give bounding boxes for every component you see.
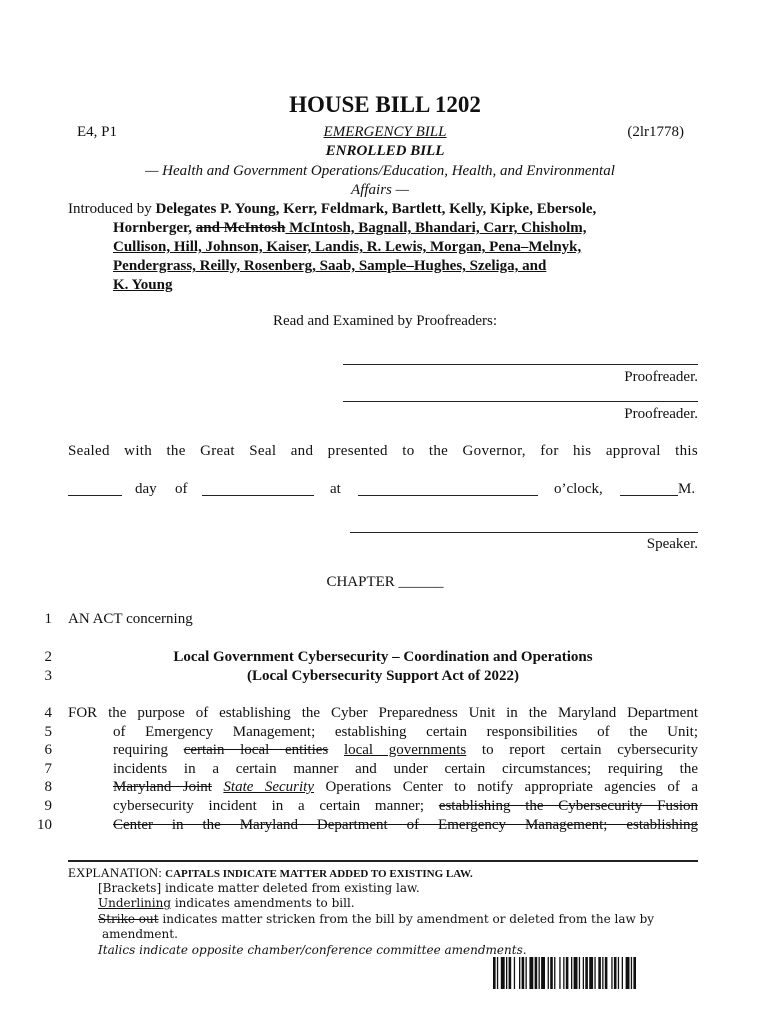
barcode-bar bbox=[618, 957, 619, 989]
act-title-2: (Local Cybersecurity Support Act of 2022) bbox=[246, 668, 520, 684]
act-text-line-6 bbox=[113, 742, 698, 759]
sponsors-line-5: K. Young bbox=[113, 277, 173, 293]
act-text-line-4: FOR the purpose of establishing the Cyber Preparedness Unit in the Maryland Department bbox=[68, 705, 698, 721]
barcode-bar bbox=[566, 957, 569, 989]
l6-struck: certain local entities bbox=[183, 742, 329, 758]
barcode-bar bbox=[535, 957, 538, 989]
speaker-label: Speaker. bbox=[646, 536, 698, 552]
act-text-line-9 bbox=[113, 798, 698, 815]
line-number: 5 bbox=[44, 724, 52, 740]
explanation-strike bbox=[98, 912, 654, 926]
barcode-bar bbox=[622, 957, 623, 989]
explanation-label: EXPLANATION: bbox=[68, 865, 166, 880]
time-blank bbox=[358, 481, 538, 496]
strike-rest: indicates matter stricken from the bill by amendment or deleted from the law by bbox=[158, 912, 655, 926]
sponsors-line-4: Pendergrass, Reilly, Rosenberg, Saab, Sample–Hughes, Szeliga, and bbox=[113, 258, 547, 274]
barcode-bar bbox=[633, 957, 636, 989]
committee-line-2: Affairs — bbox=[351, 182, 409, 198]
barcode-bar bbox=[614, 957, 617, 989]
l10-struck: Center in the Maryland Department of Emergency Management; establishing bbox=[113, 817, 698, 833]
act-text-line-7: incidents in a certain manner and under certain circumstances; requiring the bbox=[113, 761, 698, 777]
committee-line bbox=[100, 162, 660, 200]
barcode-bar bbox=[506, 957, 507, 989]
barcode-bar bbox=[509, 957, 512, 989]
enrolled-bill-label: ENROLLED BILL bbox=[325, 143, 445, 159]
barcode-bar bbox=[574, 957, 578, 989]
line-number: 8 bbox=[44, 779, 52, 795]
explanation-strike-2: amendment. bbox=[102, 927, 178, 941]
sponsors-struck: and McIntosh bbox=[195, 220, 286, 236]
speaker-signature-line bbox=[350, 532, 698, 533]
barcode-bar bbox=[514, 957, 515, 989]
month-blank bbox=[202, 481, 314, 496]
proofreaders-heading: Read and Examined by Proofreaders: bbox=[272, 313, 498, 329]
lr-number: (2lr1778) bbox=[627, 124, 684, 140]
barcode-bar bbox=[501, 957, 505, 989]
barcode-bar bbox=[571, 957, 572, 989]
barcode-bar bbox=[631, 957, 632, 989]
sponsors-line-2a: Hornberger, bbox=[113, 220, 196, 236]
line-number: 1 bbox=[44, 611, 52, 627]
line-number: 2 bbox=[44, 649, 52, 665]
introduced-prefix: Introduced by bbox=[68, 201, 156, 217]
barcode-bar bbox=[583, 957, 584, 989]
barcode-bar bbox=[559, 957, 560, 989]
barcode-bar bbox=[598, 957, 601, 989]
explanation-caps: CAPITALS INDICATE MATTER ADDED TO EXISTING LAW. bbox=[165, 868, 473, 880]
explanation-italics: Italics indicate opposite chamber/conference committee amendments. bbox=[98, 943, 527, 957]
l8-italic: State Security bbox=[223, 779, 314, 795]
act-text-line-10 bbox=[113, 817, 698, 834]
oclock-label: o’clock, bbox=[554, 481, 603, 497]
act-title-1: Local Government Cybersecurity – Coordination and Operations bbox=[173, 649, 593, 665]
barcode-bar bbox=[548, 957, 549, 989]
barcode-bar bbox=[526, 957, 527, 989]
bill-title: HOUSE BILL 1202 bbox=[289, 92, 481, 117]
barcode-bar bbox=[497, 957, 498, 989]
act-text-line-8 bbox=[113, 779, 698, 796]
barcode-bar bbox=[541, 957, 545, 989]
line-number: 10 bbox=[37, 817, 52, 833]
act-concerning: AN ACT concerning bbox=[68, 611, 193, 627]
proofreader-label-2: Proofreader. bbox=[624, 406, 698, 422]
of-label: of bbox=[175, 481, 188, 497]
sponsors-line-1: Delegates P. Young, Kerr, Feldmark, Bartlett, Kelly, Kipke, Ebersole, bbox=[155, 201, 597, 217]
line-number: 7 bbox=[44, 761, 52, 777]
l6-text-a: requiring bbox=[113, 742, 184, 758]
explanation-brackets: [Brackets] indicate matter deleted from existing law. bbox=[98, 881, 420, 895]
barcode-bar bbox=[522, 957, 525, 989]
barcode-bar bbox=[563, 957, 564, 989]
introduced-by bbox=[68, 200, 698, 295]
l9-struck: establishing the Cybersecurity Fusion bbox=[438, 798, 698, 814]
l8-text-b: Operations Center to notify appropriate agencies of a bbox=[314, 779, 698, 795]
strike-word: Strike out bbox=[98, 912, 159, 926]
barcode-image bbox=[493, 957, 679, 989]
explanation-rule bbox=[68, 860, 698, 862]
barcode-bar bbox=[539, 957, 540, 989]
barcode-bar bbox=[626, 957, 630, 989]
l8-struck: Maryland Joint bbox=[113, 779, 212, 795]
barcode-bar bbox=[611, 957, 612, 989]
proofreader-signature-line-1 bbox=[343, 364, 698, 365]
day-blank bbox=[68, 481, 122, 496]
act-text-line-5: of Emergency Management; establishing certain responsibilities of the Unit; bbox=[113, 724, 698, 740]
sponsors-line-2b: McIntosh, Bagnall, Bhandari, Carr, Chisholm, bbox=[285, 220, 587, 236]
sealed-statement: Sealed with the Great Seal and presented to the Governor, for his approval this bbox=[68, 443, 698, 459]
day-label: day bbox=[135, 481, 157, 497]
line-number: 3 bbox=[44, 668, 52, 684]
committee-line-1: — Health and Government Operations/Education, Health, and Environmental bbox=[145, 163, 615, 179]
m-label: M. bbox=[678, 481, 696, 497]
underlining-word: Underlining bbox=[98, 896, 172, 910]
l6-underlined: local governments bbox=[343, 742, 467, 758]
l6-text-b: to report certain cybersecurity bbox=[466, 742, 699, 758]
barcode-bar bbox=[529, 957, 533, 989]
barcode-bar bbox=[594, 957, 595, 989]
barcode-bar bbox=[585, 957, 588, 989]
at-label: at bbox=[330, 481, 341, 497]
line-number: 6 bbox=[44, 742, 52, 758]
barcode-bar bbox=[589, 957, 593, 989]
ampm-blank bbox=[620, 481, 678, 496]
subject-codes: E4, P1 bbox=[77, 124, 118, 140]
line-number: 9 bbox=[44, 798, 52, 814]
underlining-rest: indicates amendments to bill. bbox=[171, 896, 355, 910]
proofreader-label-1: Proofreader. bbox=[624, 369, 698, 385]
sponsors-line-3: Cullison, Hill, Johnson, Kaiser, Landis, R. Lewis, Morgan, Pena–Melnyk, bbox=[113, 239, 582, 255]
barcode-bar bbox=[550, 957, 553, 989]
l9-text-a: cybersecurity incident in a certain manner; bbox=[113, 798, 439, 814]
line-number: 4 bbox=[44, 705, 52, 721]
chapter-label: CHAPTER ______ bbox=[326, 574, 444, 590]
barcode-bar bbox=[605, 957, 608, 989]
explanation-heading bbox=[68, 865, 698, 881]
barcode-bar bbox=[602, 957, 603, 989]
barcode-bar bbox=[519, 957, 520, 989]
proofreader-signature-line-2 bbox=[343, 401, 698, 402]
sponsor-block bbox=[68, 200, 698, 295]
barcode-bar bbox=[493, 957, 496, 989]
barcode-bar bbox=[554, 957, 555, 989]
emergency-bill-label: EMERGENCY BILL bbox=[323, 124, 447, 140]
barcode-bar bbox=[579, 957, 580, 989]
explanation-underlining bbox=[98, 896, 355, 910]
